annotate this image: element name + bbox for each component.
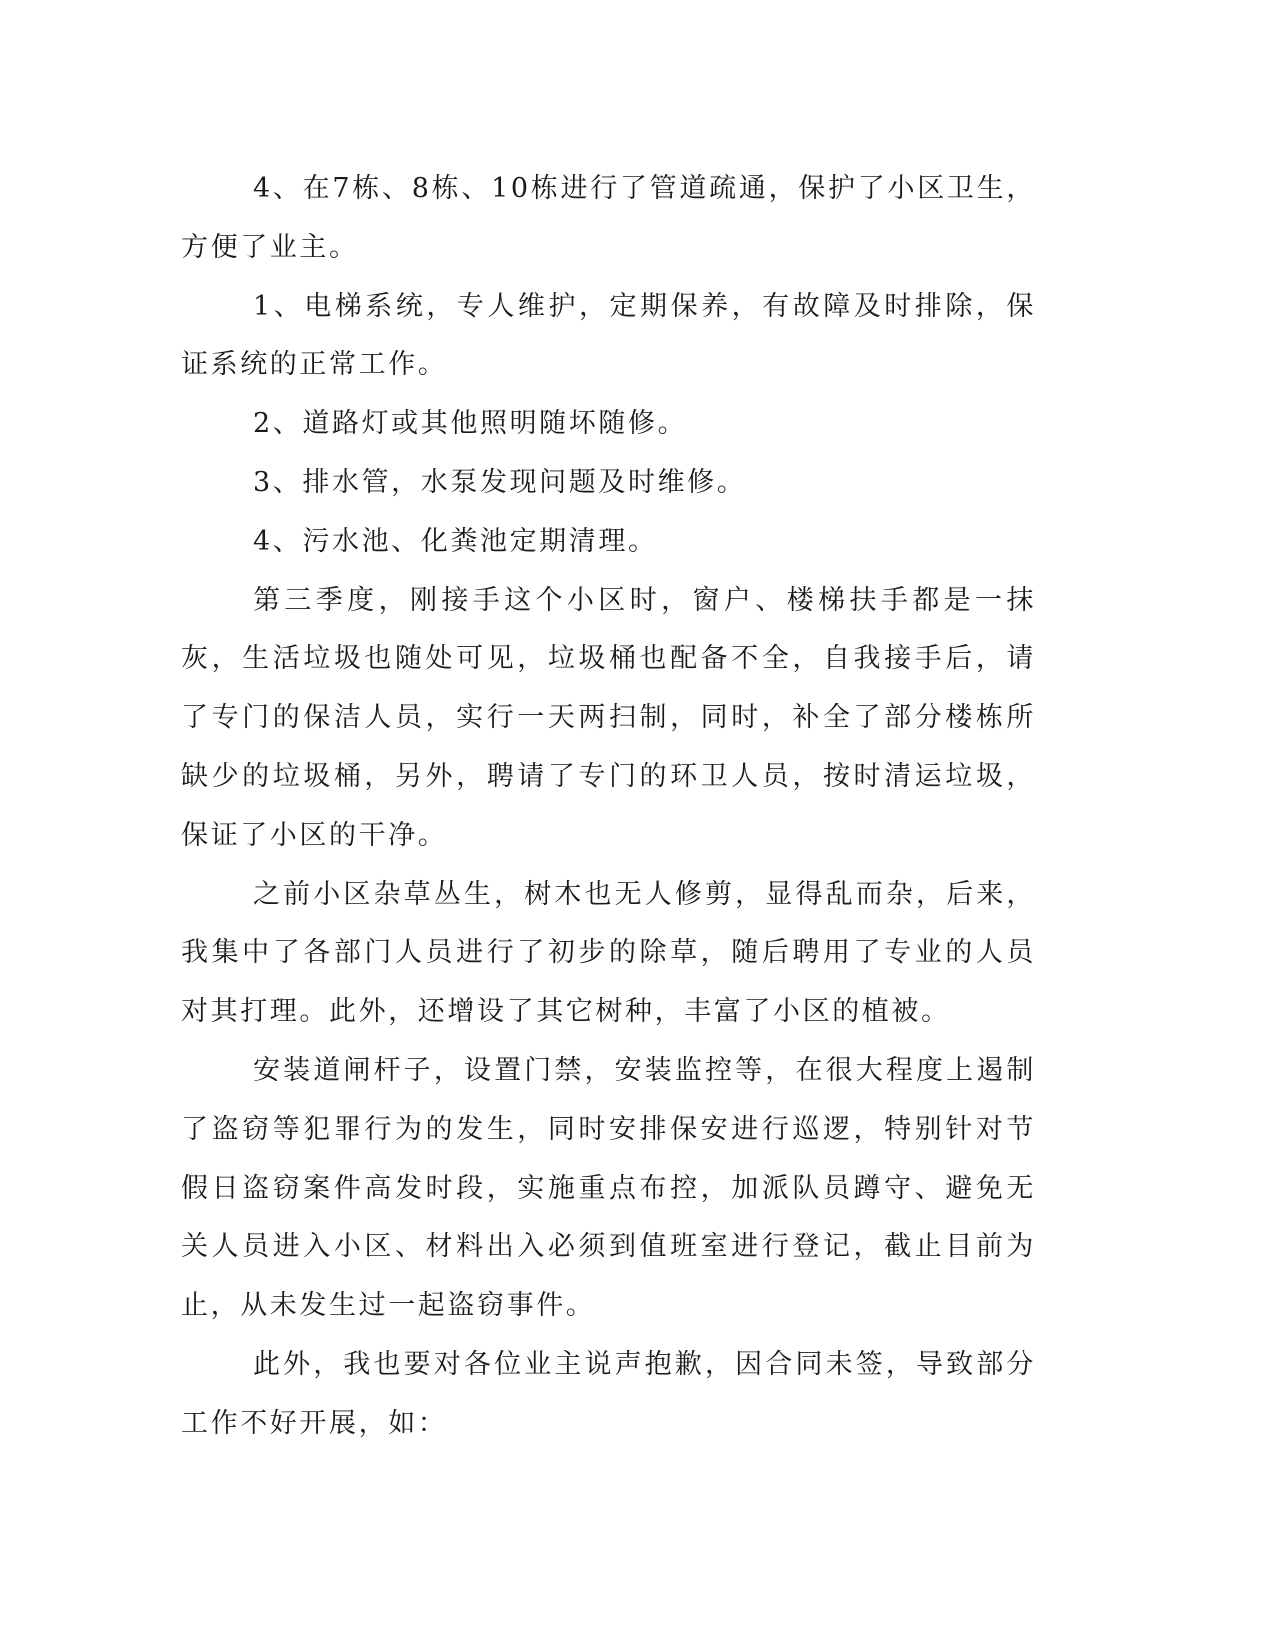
paragraph-third-quarter-cleaning: 第三季度，刚接手这个小区时，窗户、楼梯扶手都是一抹灰，生活垃圾也随处可见，垃圾桶也配备不全，自我接手后，请了专门的保洁人员，实行一天两扫制，同时，补全了部分楼栋所缺少的垃圾桶，另外，聘请了专门的环卫人员，按时清运垃圾，保证了小区的干净。 [181,584,1036,851]
paragraph-apology: 此外，我也要对各位业主说声抱歉，因合同未签，导致部分工作不好开展，如： [181,1348,1036,1439]
paragraph-greenery: 之前小区杂草丛生，树木也无人修剪，显得乱而杂，后来，我集中了各部门人员进行了初步的除草，随后聘用了专业的人员对其打理。此外，还增设了其它树种，丰富了小区的植被。 [181,878,1036,1028]
paragraph-drainage-pump: 3、排水管，水泵发现问题及时维修。 [253,466,747,498]
document-body [181,160,1036,1454]
paragraph-elevator-system: 1、电梯系统，专人维护，定期保养，有故障及时排除，保证系统的正常工作。 [181,290,1036,381]
paragraph-security: 安装道闸杆子，设置门禁，安装监控等，在很大程度上遏制了盗窃等犯罪行为的发生，同时安排保安进行巡逻，特别针对节假日盗窃案件高发时段，实施重点布控，加派队员蹲守、避免无关人员进入小区、材料出入必须到值班室进行登记，截止目前为止，从未发生过一起盗窃事件。 [181,1054,1036,1322]
paragraph-road-lighting: 2、道路灯或其他照明随坏随修。 [253,408,688,440]
paragraph-pipe-dredging: 4、在7栋、8栋、10栋进行了管道疏通，保护了小区卫生，方便了业主。 [181,173,1036,263]
paragraph-sewage-cleaning: 4、污水池、化粪池定期清理。 [253,525,658,557]
